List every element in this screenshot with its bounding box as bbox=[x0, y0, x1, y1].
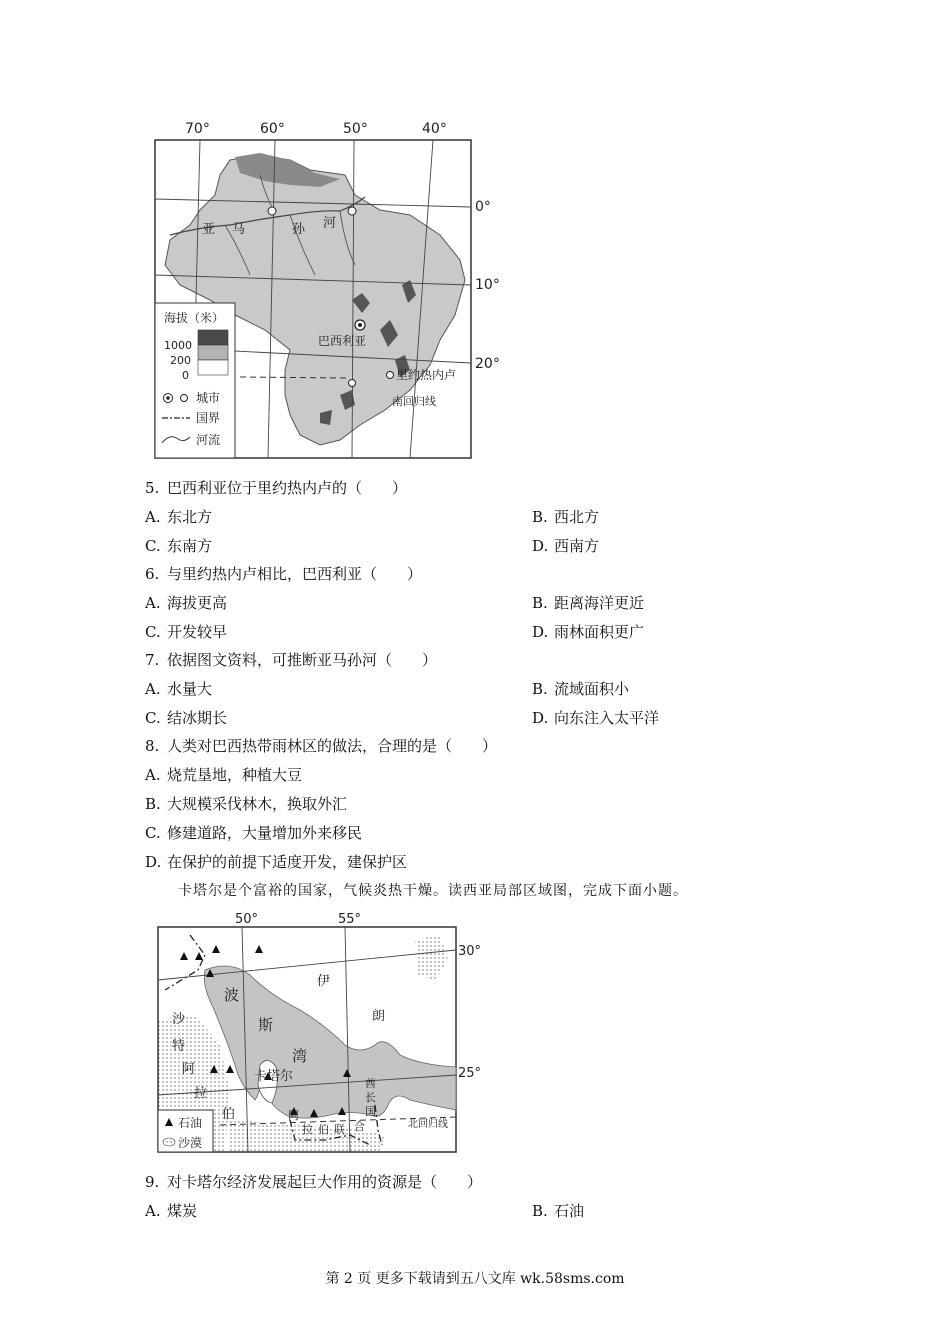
legend-city-icon bbox=[181, 395, 188, 402]
lat-label: 30° bbox=[458, 944, 482, 959]
lon-label: 55° bbox=[338, 912, 362, 927]
river-name-char: 亚 bbox=[202, 222, 216, 237]
option[interactable]: B. 石油 bbox=[532, 1202, 585, 1220]
question-number: 6. bbox=[145, 565, 160, 583]
question-8 bbox=[145, 736, 497, 756]
lat-label: 25° bbox=[458, 1066, 482, 1081]
iran-label-char: 伊 bbox=[317, 974, 331, 989]
gulf-label-char: 波 bbox=[224, 986, 240, 1004]
city-marker bbox=[348, 207, 356, 215]
option[interactable]: B. 大规模采伐林木，换取外汇 bbox=[145, 795, 348, 813]
question-number: 8. bbox=[145, 737, 160, 755]
oman-label-char: 国 bbox=[365, 1105, 376, 1118]
saudi-label-char: 阿 bbox=[182, 1062, 196, 1077]
rio-label: 里约热内卢 bbox=[396, 368, 457, 382]
tropic-label: 南回归线 bbox=[392, 395, 436, 408]
page-footer: 第 2 页 更多下载请到五八文库 wk.58sms.com bbox=[325, 1271, 625, 1287]
saudi-label-char: 沙 bbox=[172, 1012, 186, 1027]
question-number: 5. bbox=[145, 479, 160, 497]
uae-label-char: 阿 bbox=[288, 1109, 299, 1122]
option[interactable]: C. 开发较早 bbox=[145, 623, 228, 641]
question-text: 与里约热内卢相比，巴西利亚（ ） bbox=[167, 565, 423, 583]
lon-label: 70° bbox=[185, 121, 210, 137]
option[interactable]: B. 西北方 bbox=[532, 508, 600, 526]
brazil-map bbox=[140, 115, 500, 465]
legend-desert-icon bbox=[163, 1138, 175, 1146]
legend-river-label: 河流 bbox=[196, 433, 221, 447]
question-9 bbox=[145, 1172, 482, 1192]
lat-label: 10° bbox=[475, 277, 500, 293]
option[interactable]: C. 东南方 bbox=[145, 537, 213, 555]
option[interactable]: D. 雨林面积更广 bbox=[532, 623, 645, 641]
option[interactable]: A. 煤炭 bbox=[145, 1202, 198, 1220]
question-number: 9. bbox=[145, 1173, 160, 1191]
lat-label: 0° bbox=[475, 199, 491, 215]
city-marker bbox=[349, 380, 356, 387]
question-5 bbox=[145, 478, 407, 498]
uae-label-char: 拉 bbox=[302, 1123, 313, 1136]
saudi-label-char: 拉 bbox=[194, 1086, 208, 1101]
passage-intro: 卡塔尔是个富裕的国家，气候炎热干燥。读西亚局部区域图，完成下面小题。 bbox=[178, 883, 688, 899]
brasilia-label: 巴西利亚 bbox=[318, 334, 367, 348]
lat-label: 20° bbox=[475, 356, 500, 372]
saudi-label-char: 特 bbox=[172, 1039, 186, 1054]
legend-box bbox=[155, 303, 235, 458]
option[interactable]: D. 西南方 bbox=[532, 537, 600, 555]
lon-label: 40° bbox=[422, 121, 447, 137]
legend-level: 0 bbox=[182, 369, 189, 382]
option[interactable]: D. 在保护的前提下适度开发，建保护区 bbox=[145, 853, 408, 871]
option[interactable]: A. 东北方 bbox=[145, 508, 213, 526]
option[interactable]: A. 海拔更高 bbox=[145, 594, 228, 612]
legend-elevation-title: 海拔（米） bbox=[164, 311, 225, 325]
legend-desert-label: 沙漠 bbox=[178, 1136, 203, 1150]
uae-label-char: 伯 bbox=[318, 1123, 329, 1136]
city-marker bbox=[268, 207, 276, 215]
question-text: 依据图文资料，可推断亚马孙河（ ） bbox=[167, 651, 438, 669]
iran-label-char: 朗 bbox=[372, 1009, 386, 1024]
legend-level: 200 bbox=[170, 354, 191, 367]
river-name-char: 孙 bbox=[292, 222, 306, 237]
lon-label: 60° bbox=[260, 121, 285, 137]
uae-label-char: 联 bbox=[334, 1123, 345, 1136]
tropic-label: 北回归线 bbox=[408, 1119, 448, 1130]
question-7 bbox=[145, 650, 437, 670]
west-asia-map bbox=[150, 905, 500, 1160]
question-6 bbox=[145, 564, 422, 584]
lon-label: 50° bbox=[343, 121, 368, 137]
uae-label-char: 合 bbox=[354, 1120, 365, 1133]
question-number: 7. bbox=[145, 651, 160, 669]
city-marker bbox=[387, 372, 394, 379]
option[interactable]: A. 水量大 bbox=[145, 680, 213, 698]
qatar-label: 卡塔尔 bbox=[254, 1069, 294, 1084]
gulf-label-char: 湾 bbox=[292, 1047, 308, 1065]
legend-city-label: 城市 bbox=[196, 391, 221, 405]
option[interactable]: B. 距离海洋更近 bbox=[532, 594, 645, 612]
question-text: 对卡塔尔经济发展起巨大作用的资源是（ ） bbox=[167, 1173, 483, 1191]
option[interactable]: C. 结冰期长 bbox=[145, 709, 228, 727]
question-text: 巴西利亚位于里约热内卢的（ ） bbox=[167, 479, 408, 497]
river-name-char: 马 bbox=[232, 222, 246, 237]
legend-oil-label: 石油 bbox=[178, 1116, 203, 1130]
question-text: 人类对巴西热带雨林区的做法，合理的是（ ） bbox=[167, 737, 498, 755]
legend-border-label: 国界 bbox=[196, 411, 221, 425]
saudi-label-char: 伯 bbox=[222, 1107, 236, 1122]
gulf-label-char: 斯 bbox=[258, 1016, 274, 1034]
option[interactable]: A. 烧荒垦地，种植大豆 bbox=[145, 766, 303, 784]
legend-level: 1000 bbox=[164, 339, 192, 352]
option[interactable]: C. 修建道路，大量增加外来移民 bbox=[145, 824, 363, 842]
oman-label-char: 长 bbox=[365, 1091, 376, 1104]
oman-label-char: 酋 bbox=[365, 1077, 376, 1090]
option[interactable]: D. 向东注入太平洋 bbox=[532, 709, 660, 727]
lon-label: 50° bbox=[235, 912, 259, 927]
river-name-char: 河 bbox=[323, 216, 337, 231]
option[interactable]: B. 流域面积小 bbox=[532, 680, 630, 698]
